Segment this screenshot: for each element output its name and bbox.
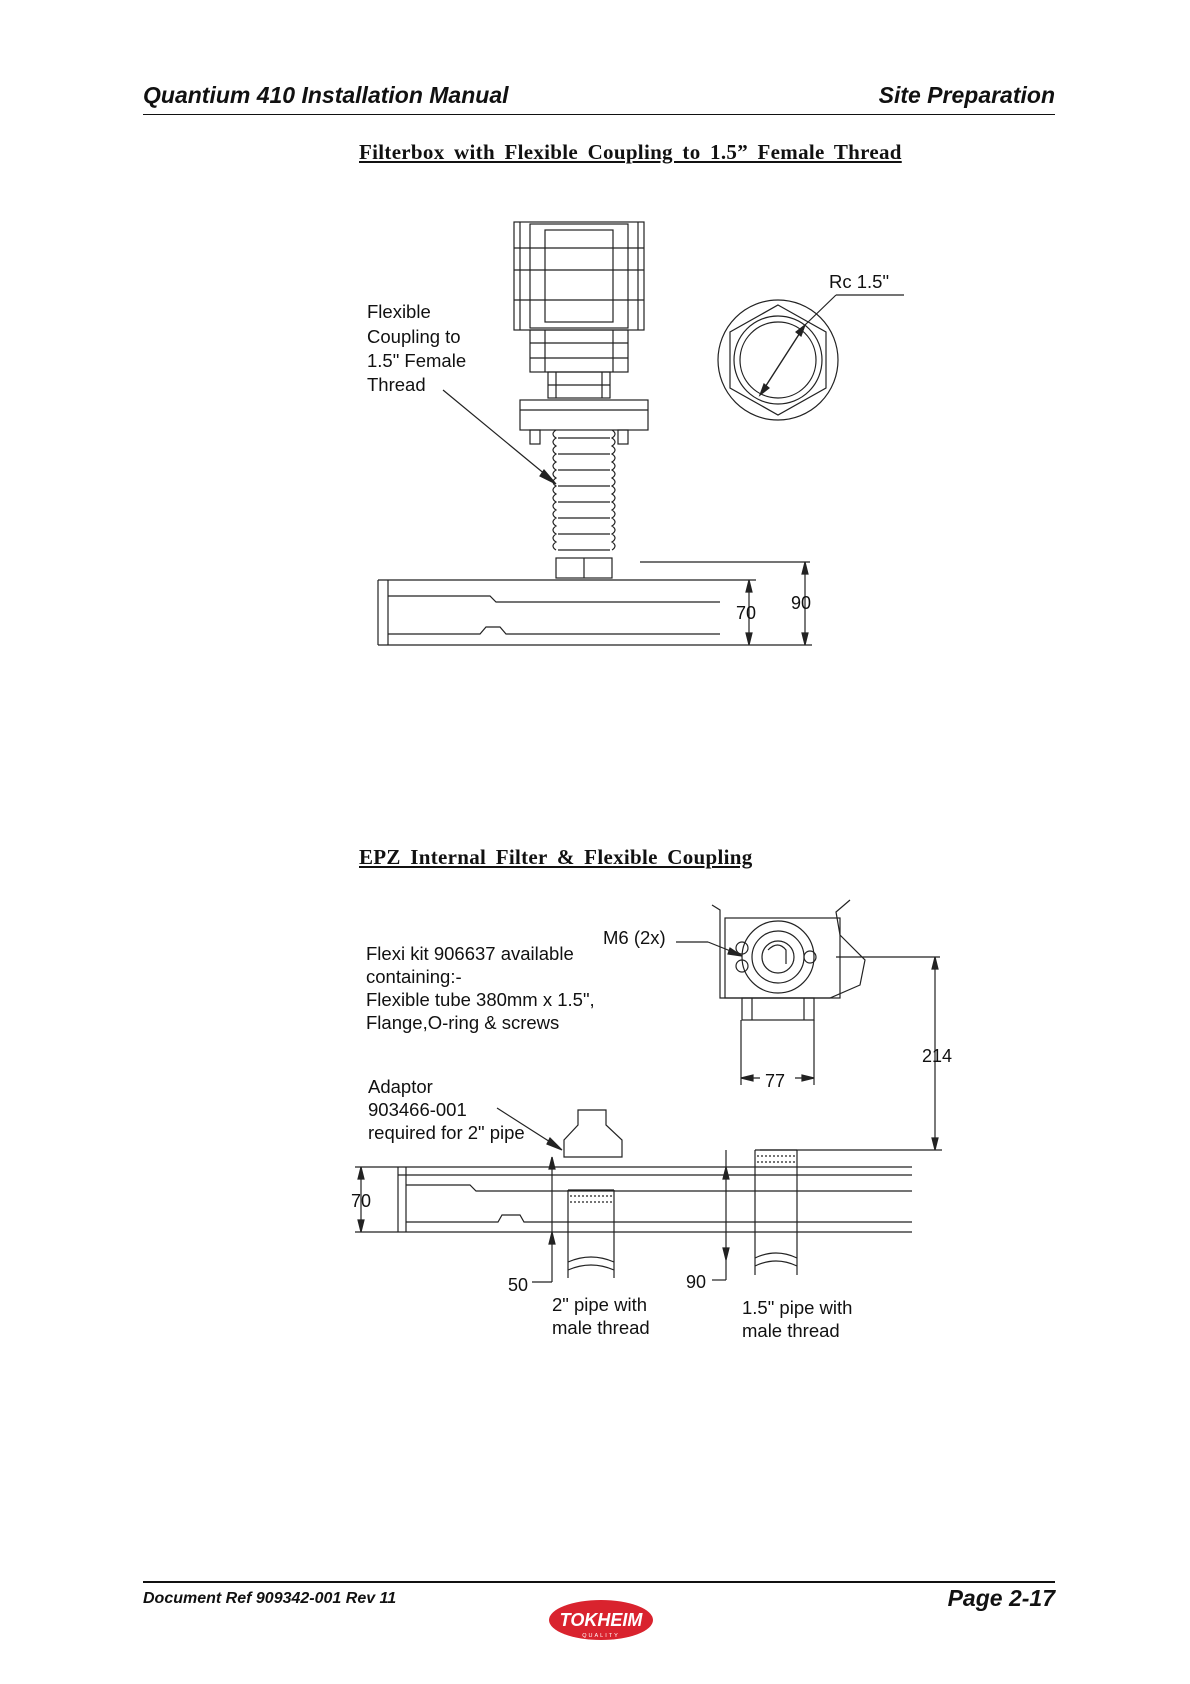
coupling-label-line1: Flexible	[367, 301, 431, 322]
flexi-label-line4: Flange,O-ring & screws	[366, 1012, 560, 1033]
pipe2-label-line1: 2" pipe with	[552, 1294, 648, 1315]
section-name: Site Preparation	[878, 82, 1055, 108]
flexi-label-line2: containing:-	[366, 966, 462, 987]
adaptor-label-line3: required for 2" pipe	[368, 1122, 525, 1143]
pipe15-label-line2: male thread	[742, 1320, 840, 1341]
dim-214: 214	[922, 1046, 953, 1066]
logo-subtext: QUALITY	[582, 1633, 620, 1639]
pipe2-label-line2: male thread	[552, 1317, 650, 1338]
filter-head	[712, 900, 940, 1020]
flexi-label-line3: Flexible tube 380mm x 1.5",	[366, 989, 595, 1010]
dim-70-top: 70	[736, 603, 757, 623]
flexi-label-line1: Flexi kit 906637 available	[366, 943, 574, 964]
logo-wordmark: TOKHEIM	[559, 1610, 643, 1630]
pipe15-label-line1: 1.5" pipe with	[742, 1297, 853, 1318]
document-reference: Document Ref 909342-001 Rev 11	[143, 1590, 397, 1607]
coupling-label-line3: 1.5" Female	[367, 350, 467, 371]
dim-214-lines	[760, 957, 942, 1150]
dim-70-bottom: 70	[351, 1191, 372, 1211]
tokheim-logo	[546, 1598, 656, 1644]
epz-base-section	[398, 1167, 912, 1232]
dim-90-lines	[712, 1150, 729, 1280]
coupling-label-line2: Coupling to	[367, 326, 461, 347]
m6-label: M6 (2x)	[603, 927, 666, 948]
tokheim-logo-icon	[546, 1598, 656, 1644]
section2-title: EPZ Internal Filter & Flexible Coupling	[359, 845, 753, 869]
dim-90-top: 90	[791, 593, 812, 613]
dim-50-lines	[532, 1157, 555, 1282]
page-number: Page 2-17	[947, 1585, 1055, 1611]
pipe-15in	[755, 1150, 797, 1275]
rc-label: Rc 1.5"	[829, 271, 890, 292]
document-title: Quantium 410 Installation Manual	[143, 82, 509, 108]
footer-rule	[143, 1581, 1055, 1583]
adaptor-label-line2: 903466-001	[368, 1099, 467, 1120]
adaptor-label-line1: Adaptor	[368, 1076, 433, 1097]
dim-90-bottom: 90	[686, 1272, 707, 1292]
coupling-label-line4: Thread	[367, 374, 426, 395]
pipe-2in	[568, 1190, 614, 1278]
m6-leader	[676, 942, 742, 956]
dim-77: 77	[765, 1071, 786, 1091]
dim-50: 50	[508, 1275, 529, 1295]
section1-title: Filterbox with Flexible Coupling to 1.5” Female Thread	[359, 140, 902, 164]
